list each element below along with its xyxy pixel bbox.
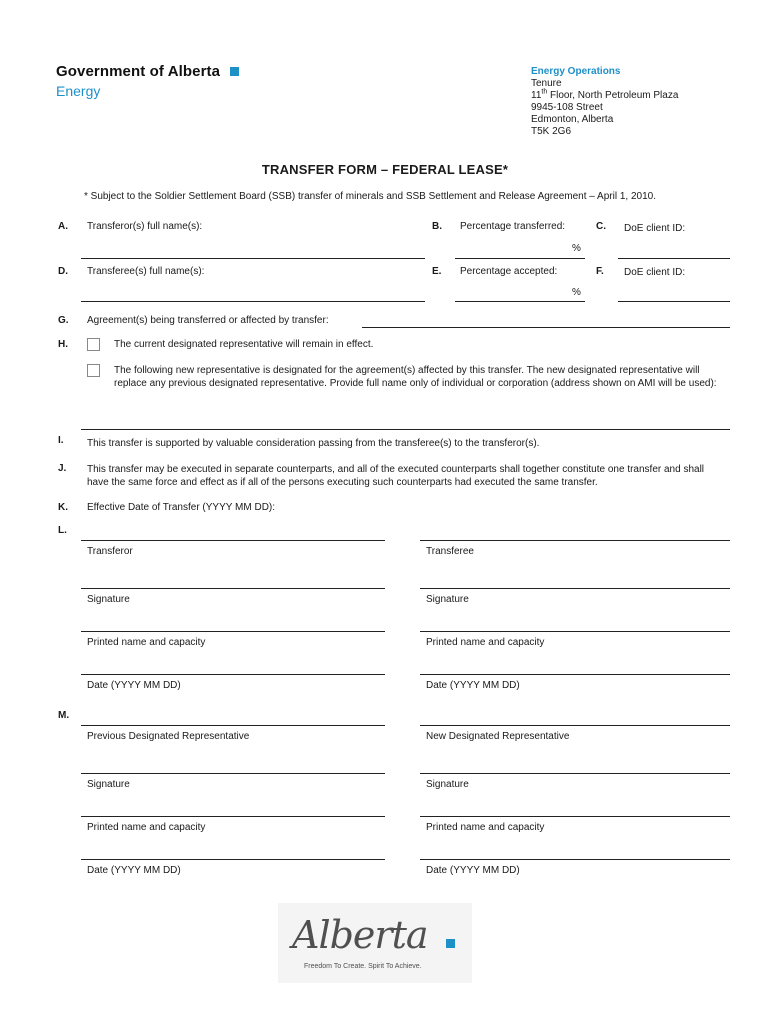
ministry-name: Energy [56, 83, 101, 99]
percent-unit: % [572, 287, 581, 298]
address-line: 11th Floor, North Petroleum Plaza [531, 88, 679, 101]
transferor-field[interactable] [81, 540, 385, 541]
section-letter: B. [432, 221, 442, 232]
new-representative-label: The following new representative is designated for the agreement(s) affected by this transfer. The new designated representative will replace any previous designated representative. Provide full name only of individual or corporation (address shown on AMI will be used): [114, 365, 717, 389]
date-caption: Date (YYYY MM DD) [426, 865, 520, 876]
percentage-accepted-field[interactable] [455, 301, 585, 302]
address-line: T5K 2G6 [531, 126, 572, 137]
section-letter: H. [58, 339, 68, 350]
doe-client-id-label: DoE client ID: [624, 267, 686, 278]
section-letter: J. [58, 463, 67, 474]
printed-name-caption: Printed name and capacity [426, 822, 545, 833]
agreements-field[interactable] [362, 327, 730, 328]
section-letter: A. [58, 221, 68, 232]
effective-date-label: Effective Date of Transfer (YYYY MM DD): [87, 502, 276, 513]
address-block [531, 66, 678, 138]
percentage-transferred-field[interactable] [455, 258, 585, 259]
new-representative-field[interactable] [420, 725, 730, 726]
gov-name: Government of Alberta [56, 63, 221, 80]
doe-client-id-label: DoE client ID: [624, 223, 686, 234]
alberta-logo [278, 903, 472, 983]
section-letter: C. [596, 221, 606, 232]
transferee-signature-field[interactable] [420, 588, 730, 589]
previous-representative-caption: Previous Designated Representative [87, 731, 250, 742]
transferee-name-field[interactable] [81, 301, 425, 302]
previous-representative-date-field[interactable] [81, 859, 385, 860]
percentage-transferred-label: Percentage transferred: [460, 221, 566, 232]
percent-unit: % [572, 243, 581, 254]
transferor-name-field[interactable] [81, 258, 425, 259]
alberta-logo-square-icon [446, 939, 455, 948]
new-representative-caption: New Designated Representative [426, 731, 570, 742]
address-line: Edmonton, Alberta [531, 114, 614, 125]
transferor-signature-field[interactable] [81, 588, 385, 589]
signature-caption: Signature [87, 594, 130, 605]
transferor-caption: Transferor [87, 546, 133, 557]
signature-caption: Signature [426, 594, 469, 605]
transferee-printed-name-field[interactable] [420, 631, 730, 632]
percentage-accepted-label: Percentage accepted: [460, 266, 558, 277]
transferee-field[interactable] [420, 540, 730, 541]
new-representative-signature-field[interactable] [420, 773, 730, 774]
transferor-printed-name-field[interactable] [81, 631, 385, 632]
printed-name-caption: Printed name and capacity [87, 822, 206, 833]
address-line: 9945-108 Street [531, 102, 603, 113]
address-line: Tenure [531, 78, 562, 89]
new-representative-checkbox[interactable] [87, 364, 100, 377]
section-letter: K. [58, 502, 68, 513]
transferee-date-field[interactable] [420, 674, 730, 675]
counterparts-text: This transfer may be executed in separate counterparts, and all of the executed counterparts shall together constitute one transfer and shall have the same force and effect as if all of the persons executing such counterparts had executed the same transfer. [87, 464, 705, 488]
keep-current-representative-checkbox[interactable] [87, 338, 100, 351]
transferee-caption: Transferee [426, 546, 474, 557]
previous-representative-printed-name-field[interactable] [81, 816, 385, 817]
footnote: * Subject to the Soldier Settlement Board (SSB) transfer of minerals and SSB Settlement and Release Agreement – April 1, 2010. [84, 191, 656, 202]
transferor-doe-client-id-field[interactable] [618, 258, 730, 259]
new-representative-name-field[interactable] [81, 429, 730, 430]
section-letter: M. [58, 710, 70, 721]
new-representative-date-field[interactable] [420, 859, 730, 860]
consideration-text: This transfer is supported by valuable consideration passing from the transferee(s) to the transferor(s). [87, 438, 540, 449]
date-caption: Date (YYYY MM DD) [87, 865, 181, 876]
transferor-label: Transferor(s) full name(s): [87, 221, 203, 232]
section-letter: E. [432, 266, 442, 277]
printed-name-caption: Printed name and capacity [426, 637, 545, 648]
date-caption: Date (YYYY MM DD) [87, 680, 181, 691]
alberta-tagline: Freedom To Create. Spirit To Achieve. [304, 963, 422, 970]
signature-caption: Signature [426, 779, 469, 790]
signature-caption: Signature [87, 779, 130, 790]
date-caption: Date (YYYY MM DD) [426, 680, 520, 691]
transferee-doe-client-id-field[interactable] [618, 301, 730, 302]
section-letter: G. [58, 315, 69, 326]
address-dept: Energy Operations [531, 66, 621, 77]
previous-representative-signature-field[interactable] [81, 773, 385, 774]
section-letter: F. [596, 266, 604, 277]
keep-current-representative-label: The current designated representative will remain in effect. [114, 339, 374, 350]
section-letter: L. [58, 525, 67, 536]
printed-name-caption: Printed name and capacity [87, 637, 206, 648]
gov-logo-square-icon [230, 67, 239, 76]
transferee-label: Transferee(s) full name(s): [87, 266, 205, 277]
form-title: TRANSFER FORM – FEDERAL LEASE* [261, 162, 509, 177]
transferor-date-field[interactable] [81, 674, 385, 675]
gov-logo [56, 63, 239, 81]
previous-representative-field[interactable] [81, 725, 385, 726]
new-representative-printed-name-field[interactable] [420, 816, 730, 817]
alberta-logo-wordmark: Alberta [292, 913, 428, 957]
section-letter: D. [58, 266, 68, 277]
agreements-label: Agreement(s) being transferred or affected by transfer: [87, 315, 329, 326]
section-letter: I. [58, 435, 64, 446]
